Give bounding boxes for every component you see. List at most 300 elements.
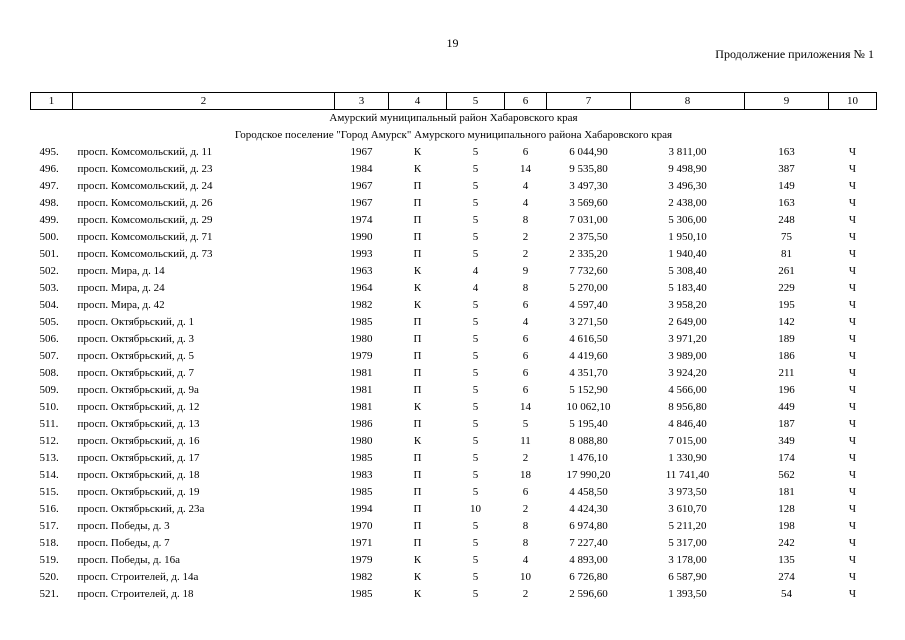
table-cell: 1979 (350, 350, 373, 362)
table-cell: П (413, 452, 422, 464)
table-cell: 508. (39, 367, 59, 379)
table-cell: 1982 (350, 571, 373, 583)
table-cell: просп. Октябрьский, д. 9а (77, 384, 199, 396)
header-cell: 1 (31, 93, 73, 110)
table-cell: Ч (848, 180, 857, 192)
column-number-header (31, 93, 877, 110)
table-cell: 6 587,90 (668, 571, 707, 583)
page-number: 19 (446, 36, 459, 50)
table-cell: П (413, 367, 422, 379)
table-cell: 142 (778, 316, 795, 328)
table-cell: Ч (848, 299, 857, 311)
table-cell: Ч (848, 265, 857, 277)
table-cell: 387 (778, 163, 795, 175)
table-cell: 3 569,60 (569, 197, 608, 209)
table-cell: 6 (522, 367, 529, 379)
table-cell: 4 (472, 282, 479, 294)
table-row (31, 314, 877, 331)
table-cell: 511. (39, 418, 59, 430)
housing-table (30, 92, 877, 603)
table-cell: Ч (848, 384, 857, 396)
table-cell: 8 088,80 (569, 435, 608, 447)
table-cell: 4 419,60 (569, 350, 608, 362)
table-cell: 506. (39, 333, 59, 345)
table-cell: 3 496,30 (668, 180, 707, 192)
table-cell: Ч (848, 214, 857, 226)
table-cell: 1990 (350, 231, 373, 243)
table-cell: 3 958,20 (668, 299, 707, 311)
table-cell: 5 (472, 469, 479, 481)
table-row (31, 297, 877, 314)
table-cell: 186 (778, 350, 795, 362)
table-cell: 5 308,40 (668, 265, 707, 277)
table-cell: просп. Комсомольский, д. 24 (77, 180, 213, 192)
table-cell: просп. Строителей, д. 14а (77, 571, 199, 583)
table-cell: 1 940,40 (668, 248, 707, 260)
table-cell: 5 (472, 520, 479, 532)
table-cell: К (413, 401, 422, 413)
table-cell: 7 015,00 (668, 435, 707, 447)
table-cell: Ч (848, 197, 857, 209)
table-cell: 6 (522, 350, 529, 362)
table-cell: Ч (848, 367, 857, 379)
table-cell: 5 (472, 146, 479, 158)
header-cell: 3 (335, 93, 389, 110)
table-cell: 2 (522, 588, 529, 600)
table-cell: 3 811,00 (668, 146, 707, 158)
table-cell: 4 616,50 (569, 333, 608, 345)
table-cell: 521. (39, 588, 59, 600)
table-cell: Ч (848, 537, 857, 549)
table-cell: К (413, 571, 422, 583)
table-cell: просп. Октябрьский, д. 17 (77, 452, 200, 464)
table-cell: 5 (472, 180, 479, 192)
table-row (31, 552, 877, 569)
table-cell: 5 (472, 367, 479, 379)
table-cell: 14 (520, 163, 531, 175)
table-row (31, 246, 877, 263)
table-cell: 5 (472, 214, 479, 226)
table-cell: 54 (781, 588, 792, 600)
table-cell: просп. Мира, д. 24 (77, 282, 165, 294)
table-cell: 9 535,80 (569, 163, 608, 175)
table-cell: 229 (778, 282, 795, 294)
table-row (31, 484, 877, 501)
table-row (31, 348, 877, 365)
table-cell: просп. Октябрьский, д. 12 (77, 401, 200, 413)
table-cell: просп. Октябрьский, д. 19 (77, 486, 200, 498)
header-cell: 10 (829, 93, 877, 110)
table-cell: 75 (781, 231, 792, 243)
table-cell: 503. (39, 282, 59, 294)
table-cell: 8 956,80 (668, 401, 707, 413)
table-cell: 1974 (350, 214, 373, 226)
table-cell: просп. Мира, д. 42 (77, 299, 165, 311)
table-cell: 499. (39, 214, 59, 226)
table-cell: просп. Комсомольский, д. 11 (77, 146, 213, 158)
table-cell: 5 270,00 (569, 282, 608, 294)
table-cell: 513. (39, 452, 59, 464)
table-cell: 5 183,40 (668, 282, 707, 294)
table-cell: 181 (778, 486, 795, 498)
table-cell: 248 (778, 214, 795, 226)
table-cell: 1982 (350, 299, 373, 311)
header-cell: 7 (547, 93, 631, 110)
table-cell: 562 (778, 469, 795, 481)
table-cell: 1985 (350, 316, 373, 328)
table-cell: 5 306,00 (668, 214, 707, 226)
table-cell: 196 (778, 384, 795, 396)
table-cell: Ч (848, 588, 857, 600)
table-cell: 5 (472, 486, 479, 498)
table-cell: 4 893,00 (569, 554, 608, 566)
header-cell: 5 (447, 93, 505, 110)
table-cell: 274 (778, 571, 795, 583)
table-cell: 1 393,50 (668, 588, 707, 600)
table-cell: 1963 (350, 265, 373, 277)
table-cell: 1980 (350, 435, 373, 447)
table-row (31, 331, 877, 348)
table-row (31, 212, 877, 229)
table-cell: П (413, 231, 422, 243)
table-cell: 5 (472, 384, 479, 396)
table-row (31, 178, 877, 195)
table-cell: 5 (472, 435, 479, 447)
table-cell: просп. Октябрьский, д. 23а (77, 503, 205, 515)
table-cell: 6 726,80 (569, 571, 608, 583)
table-cell: 5 (472, 248, 479, 260)
table-cell: 5 (472, 163, 479, 175)
table-cell: 6 044,90 (569, 146, 608, 158)
table-cell: просп. Комсомольский, д. 71 (77, 231, 213, 243)
table-row (31, 382, 877, 399)
table-cell: Ч (848, 520, 857, 532)
table-cell: 1 950,10 (668, 231, 707, 243)
table-cell: П (413, 469, 422, 481)
table-row (31, 161, 877, 178)
table-cell: П (413, 316, 422, 328)
table-cell: 18 (520, 469, 531, 481)
table-cell: П (413, 486, 422, 498)
table-cell: Ч (848, 163, 857, 175)
table-cell: Ч (848, 316, 857, 328)
table-cell: 2 (522, 231, 529, 243)
table-row (31, 195, 877, 212)
table-cell: Ч (848, 248, 857, 260)
table-cell: 7 031,00 (569, 214, 608, 226)
table-cell: просп. Октябрьский, д. 5 (77, 350, 195, 362)
table-cell: 3 971,20 (668, 333, 707, 345)
table-cell: П (413, 537, 422, 549)
table-cell: 1983 (350, 469, 373, 481)
table-cell: просп. Комсомольский, д. 73 (77, 248, 213, 260)
table-cell: 3 271,50 (569, 316, 608, 328)
table-cell: 5 (472, 350, 479, 362)
table-cell: просп. Победы, д. 16а (77, 554, 181, 566)
table-cell: 5 195,40 (569, 418, 608, 430)
table-cell: 6 (522, 486, 529, 498)
table-cell: 495. (39, 146, 59, 158)
table-cell: 1981 (350, 367, 373, 379)
table-row (31, 365, 877, 382)
header-cell: 6 (505, 93, 547, 110)
table-cell: 7 227,40 (569, 537, 608, 549)
table-cell: 6 (522, 299, 529, 311)
table-cell: К (413, 163, 422, 175)
table-cell: 1964 (350, 282, 373, 294)
table-body (31, 93, 877, 604)
table-cell: 518. (39, 537, 59, 549)
table-cell: 163 (778, 197, 795, 209)
table-cell: К (413, 554, 422, 566)
table-cell: 198 (778, 520, 795, 532)
table-cell: 1971 (350, 537, 373, 549)
table-cell: просп. Октябрьский, д. 13 (77, 418, 200, 430)
table-cell: 187 (778, 418, 795, 430)
table-cell: 2 335,20 (569, 248, 608, 260)
table-cell: 7 732,60 (569, 265, 608, 277)
table-cell: 2 (522, 452, 529, 464)
table-row (31, 229, 877, 246)
table-cell: Ч (848, 452, 857, 464)
table-cell: 5 (472, 571, 479, 583)
table-cell: 3 989,00 (668, 350, 707, 362)
table-cell: Ч (848, 231, 857, 243)
table-cell: 514. (39, 469, 59, 481)
table-cell: 1981 (350, 401, 373, 413)
table-cell: 17 990,20 (566, 469, 611, 481)
table-cell: Ч (848, 503, 857, 515)
table-cell: 211 (778, 367, 795, 379)
table-cell: П (413, 248, 422, 260)
table-cell: 515. (39, 486, 59, 498)
table-cell: просп. Октябрьский, д. 18 (77, 469, 200, 481)
table-cell: 1967 (350, 197, 373, 209)
table-cell: 2 (522, 248, 529, 260)
table-cell: 163 (778, 146, 795, 158)
table-cell: 501. (39, 248, 59, 260)
table-row (31, 586, 877, 603)
table-cell: 9 498,90 (668, 163, 707, 175)
table-cell: 1981 (350, 384, 373, 396)
table-cell: 4 (522, 316, 529, 328)
table-cell: 4 566,00 (668, 384, 707, 396)
table-cell: 1979 (350, 554, 373, 566)
table-cell: П (413, 333, 422, 345)
table-cell: 2 (522, 503, 529, 515)
table-cell: просп. Октябрьский, д. 3 (77, 333, 195, 345)
table-cell: 498. (39, 197, 59, 209)
table-cell: П (413, 214, 422, 226)
table-cell: 4 458,50 (569, 486, 608, 498)
continuation-note: Продолжение приложения № 1 (715, 47, 874, 61)
table-cell: 510. (39, 401, 59, 413)
table-cell: 2 375,50 (569, 231, 608, 243)
table-cell: 1967 (350, 146, 373, 158)
table-cell: 1985 (350, 486, 373, 498)
table-cell: просп. Комсомольский, д. 29 (77, 214, 213, 226)
table-cell: просп. Комсомольский, д. 23 (77, 163, 213, 175)
table-cell: 1970 (350, 520, 373, 532)
table-cell: П (413, 350, 422, 362)
table-cell: П (413, 418, 422, 430)
table-cell: Ч (848, 282, 857, 294)
table-cell: 1986 (350, 418, 373, 430)
table-cell: 502. (39, 265, 59, 277)
table-cell: 2 596,60 (569, 588, 608, 600)
table-cell: 349 (778, 435, 795, 447)
table-row (31, 416, 877, 433)
table-cell: 5 (472, 316, 479, 328)
table-cell: 8 (522, 520, 529, 532)
table-cell: 10 (470, 503, 481, 515)
table-cell: 4 424,30 (569, 503, 608, 515)
table-cell: 14 (520, 401, 531, 413)
table-cell: 4 (522, 554, 529, 566)
table-cell: К (413, 282, 422, 294)
settlement-heading: Городское поселение "Город Амурск" Амурского муниципального района Хабаровского края (234, 129, 673, 141)
table-cell: 4 351,70 (569, 367, 608, 379)
table-cell: Ч (848, 486, 857, 498)
table-cell: 149 (778, 180, 795, 192)
table-cell: 5 (472, 333, 479, 345)
table-cell: 1 330,90 (668, 452, 707, 464)
table-cell: 189 (778, 333, 795, 345)
table-row (31, 518, 877, 535)
table-row (31, 263, 877, 280)
table-cell: 135 (778, 554, 795, 566)
table-cell: Ч (848, 418, 857, 430)
table-row (31, 569, 877, 586)
table-row (31, 433, 877, 450)
table-cell: Ч (848, 571, 857, 583)
table-cell: 128 (778, 503, 795, 515)
table-cell: просп. Октябрьский, д. 16 (77, 435, 200, 447)
table-row (31, 450, 877, 467)
table-cell: П (413, 197, 422, 209)
section-heading-row (31, 110, 877, 128)
table-cell: 3 924,20 (668, 367, 707, 379)
table-cell: 4 (522, 197, 529, 209)
table-cell: 2 649,00 (668, 316, 707, 328)
table-row (31, 280, 877, 297)
table-cell: 195 (778, 299, 795, 311)
table-cell: 5 (472, 537, 479, 549)
table-cell: 4 (522, 180, 529, 192)
table-cell: 4 597,40 (569, 299, 608, 311)
table-cell: П (413, 384, 422, 396)
table-cell: К (413, 435, 422, 447)
table-cell: 500. (39, 231, 59, 243)
table-row (31, 467, 877, 484)
table-cell: 261 (778, 265, 795, 277)
header-cell: 2 (73, 93, 335, 110)
table-cell: К (413, 299, 422, 311)
table-cell: Ч (848, 146, 857, 158)
table-cell: 1994 (350, 503, 373, 515)
table-cell: 5 (472, 588, 479, 600)
district-heading: Амурский муниципальный район Хабаровского края (329, 112, 578, 124)
table-cell: 1993 (350, 248, 373, 260)
table-cell: 5 (472, 401, 479, 413)
table-cell: 5 (472, 299, 479, 311)
table-cell: К (413, 146, 422, 158)
table-cell: 509. (39, 384, 59, 396)
table-cell: 3 973,50 (668, 486, 707, 498)
table-cell: 5 (472, 197, 479, 209)
table-cell: 519. (39, 554, 59, 566)
table-cell: 3 610,70 (668, 503, 707, 515)
table-cell: 6 (522, 146, 529, 158)
table-cell: 5 152,90 (569, 384, 608, 396)
table-cell: 504. (39, 299, 59, 311)
table-cell: 8 (522, 282, 529, 294)
table-cell: 1985 (350, 588, 373, 600)
table-cell: просп. Строителей, д. 18 (77, 588, 194, 600)
table-cell: 5 211,20 (668, 520, 707, 532)
table-cell: просп. Октябрьский, д. 1 (77, 316, 195, 328)
table-cell: 1967 (350, 180, 373, 192)
table-cell: Ч (848, 435, 857, 447)
table-cell: 1984 (350, 163, 373, 175)
table-cell: 520. (39, 571, 59, 583)
table-cell: П (413, 520, 422, 532)
table-cell: 10 (520, 571, 531, 583)
table-cell: 497. (39, 180, 59, 192)
table-cell: 174 (778, 452, 795, 464)
table-cell: 1985 (350, 452, 373, 464)
table-cell: П (413, 503, 422, 515)
table-cell: 1980 (350, 333, 373, 345)
table-cell: 8 (522, 537, 529, 549)
table-cell: 6 (522, 384, 529, 396)
table-row (31, 535, 877, 552)
table-cell: просп. Победы, д. 7 (77, 537, 170, 549)
table-cell: 5 (472, 231, 479, 243)
table-cell: 517. (39, 520, 59, 532)
table-cell: 10 062,10 (566, 401, 611, 413)
table-cell: 11 741,40 (665, 469, 710, 481)
table-cell: 1 476,10 (569, 452, 608, 464)
table-cell: Ч (848, 350, 857, 362)
table-row (31, 399, 877, 416)
table-cell: 3 497,30 (569, 180, 608, 192)
table-cell: 5 317,00 (668, 537, 707, 549)
table-cell: Ч (848, 554, 857, 566)
table-cell: 4 (472, 265, 479, 277)
table-cell: просп. Победы, д. 3 (77, 520, 170, 532)
table-cell: 6 (522, 333, 529, 345)
table-cell: просп. Комсомольский, д. 26 (77, 197, 213, 209)
table-cell: просп. Октябрьский, д. 7 (77, 367, 195, 379)
table-cell: 512. (39, 435, 59, 447)
table-cell: 5 (472, 554, 479, 566)
table-cell: 81 (781, 248, 792, 260)
header-cell: 4 (389, 93, 447, 110)
table-cell: 5 (472, 452, 479, 464)
table-cell: 5 (522, 418, 529, 430)
table-cell: 6 974,80 (569, 520, 608, 532)
table-cell: 496. (39, 163, 59, 175)
table-cell: 2 438,00 (668, 197, 707, 209)
table-cell: Ч (848, 333, 857, 345)
table-cell: 4 846,40 (668, 418, 707, 430)
table-cell: 505. (39, 316, 59, 328)
table-cell: 3 178,00 (668, 554, 707, 566)
header-cell: 8 (631, 93, 745, 110)
table-cell: Ч (848, 401, 857, 413)
table-cell: П (413, 180, 422, 192)
